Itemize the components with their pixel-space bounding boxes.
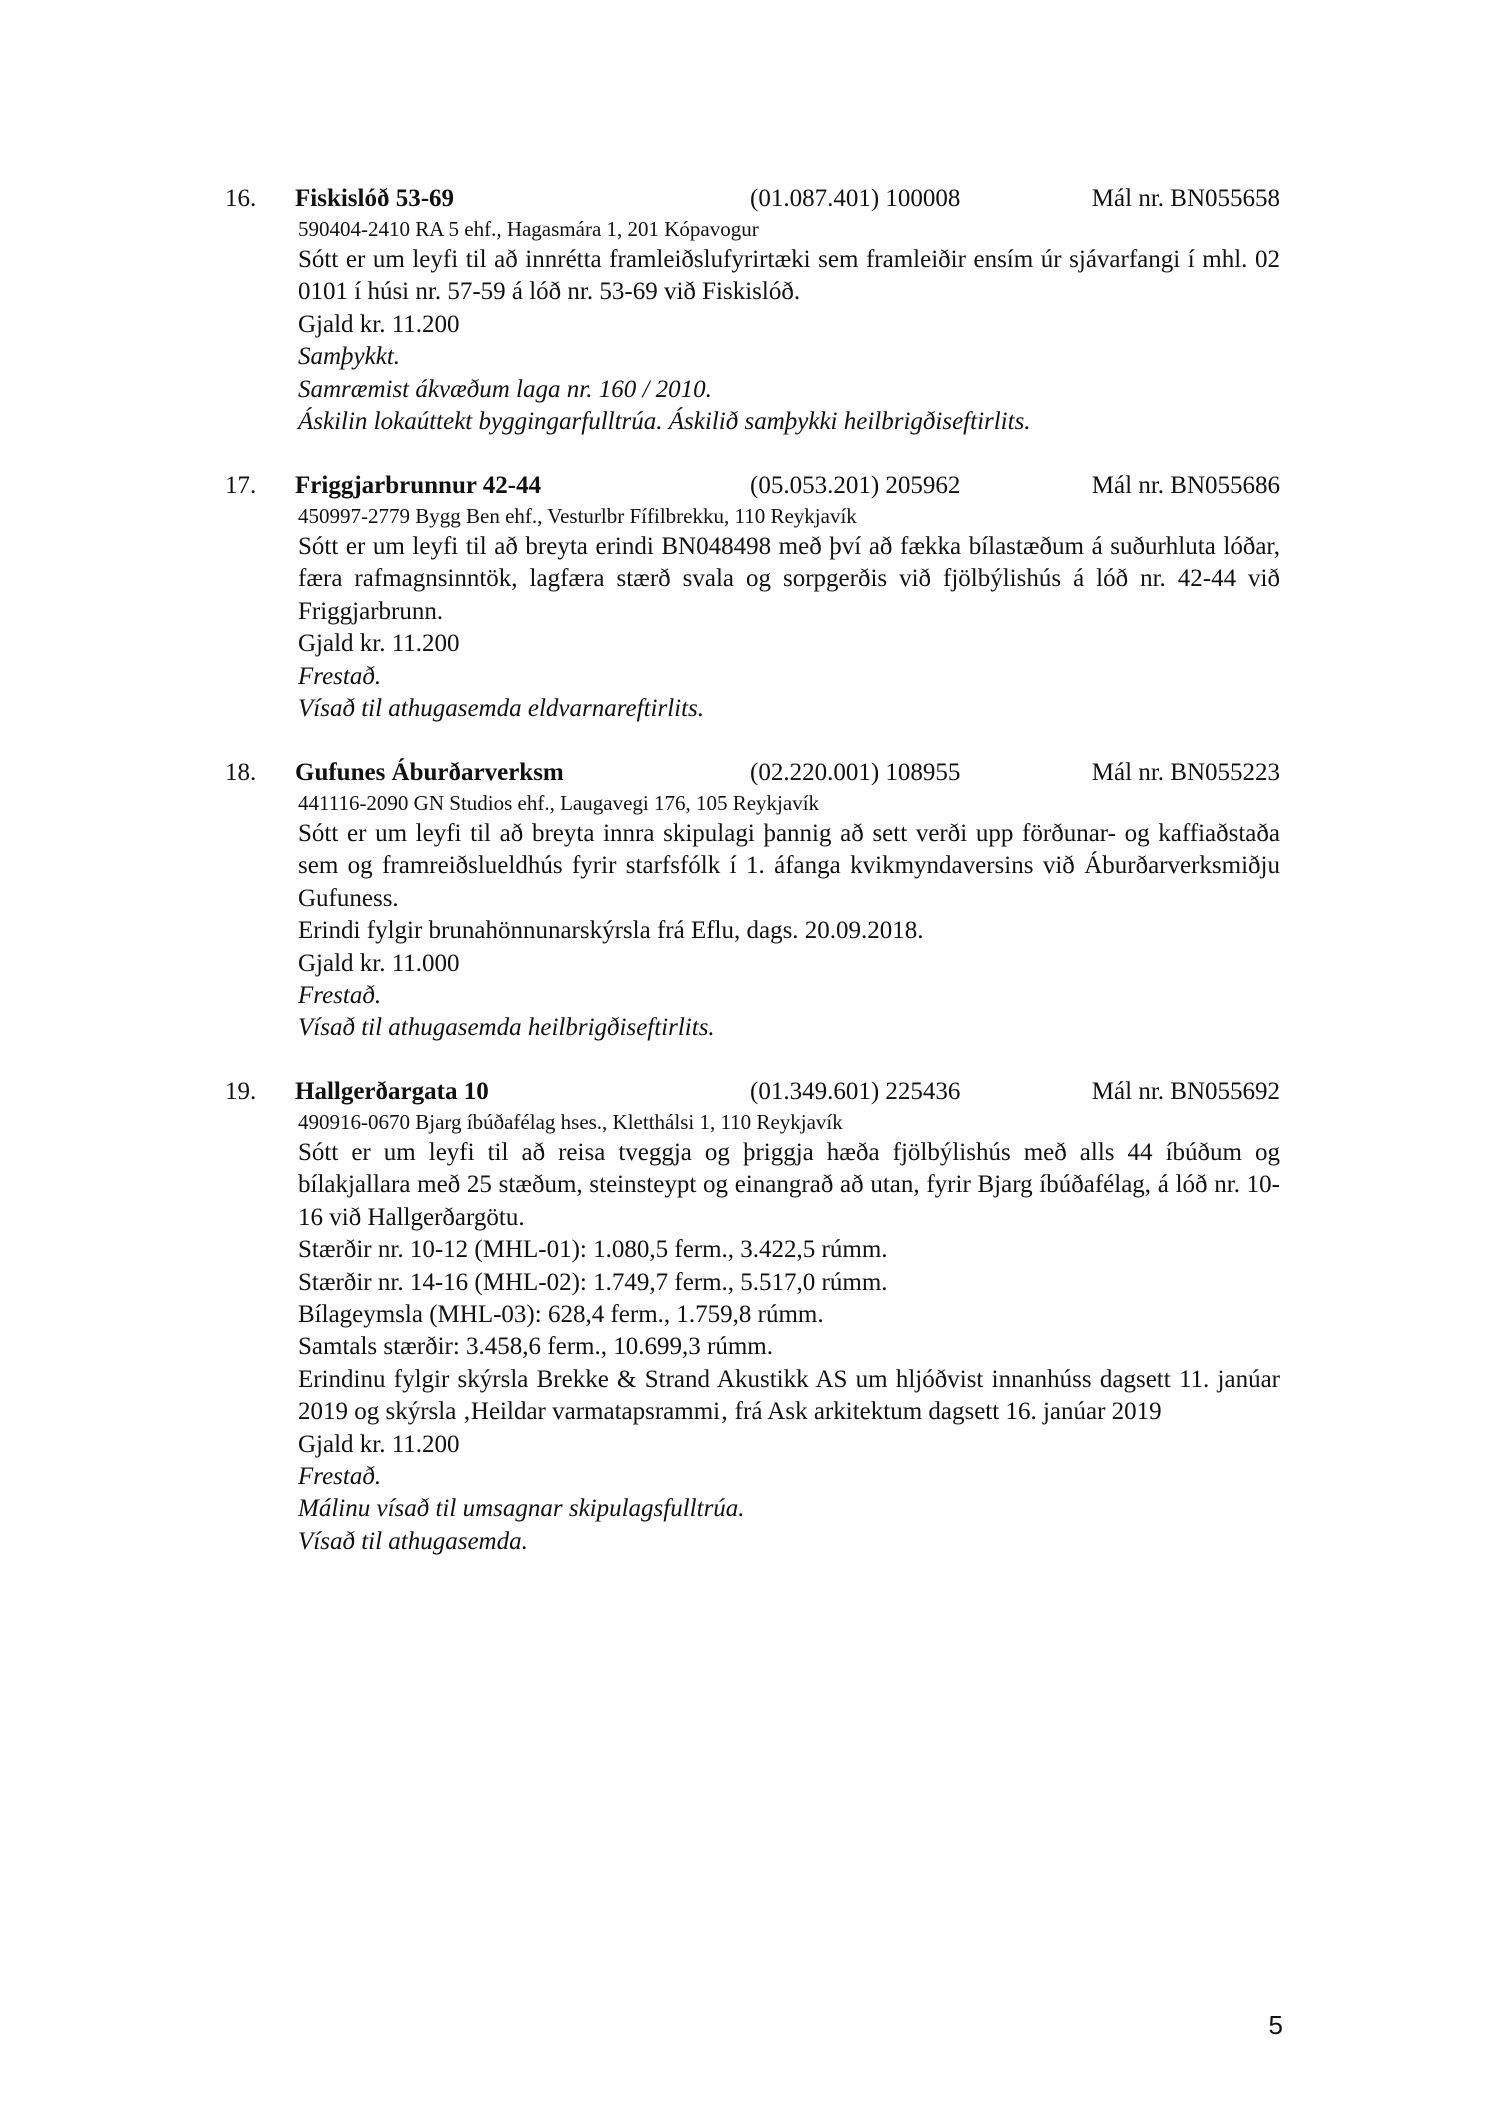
case-header bbox=[225, 1075, 1280, 1109]
decision-note: Vísað til athugasemda. bbox=[298, 1527, 528, 1555]
page-number: 5 bbox=[1268, 2010, 1283, 2040]
size-detail: Bílageymsla (MHL-03): 628,4 ferm., 1.759,8 rúmm. bbox=[298, 1301, 824, 1329]
land-id: (01.349.601) 225436 bbox=[750, 1078, 961, 1105]
fee: Gjald kr. 11.000 bbox=[298, 949, 460, 977]
applicant: 450997-2779 Bygg Ben ehf., Vesturlbr Fífilbrekku, 110 Reykjavík bbox=[298, 504, 857, 528]
size-total: Samtals stærðir: 3.458,6 ferm., 10.699,3 rúmm. bbox=[298, 1333, 773, 1361]
description: Sótt er um leyfi til að breyta innra skipulagi þannig að sett verði upp förðunar- og kaffiaðstaða sem og framreiðslueldhús fyrir starfsfólk í 1. áfanga kvikmyndaversins við Áburðarverksmiðju Gufuness. bbox=[298, 820, 1280, 912]
description: Sótt er um leyfi til að innrétta framleiðslufyrirtæki sem framleiðir ensím úr sjávarfangi í mhl. 02 0101 í húsi nr. 57-59 á lóð nr. 53-69 við Fiskislóð. bbox=[298, 246, 1280, 306]
decision: Samþykkt. bbox=[298, 343, 401, 371]
case-reference: Mál nr. BN055692 bbox=[1091, 1078, 1280, 1105]
attachment-note: Erindinu fylgir skýrsla Brekke & Strand Akustikk AS um hljóðvist innanhúss dagsett 11. janúar 2019 og skýrsla ‚Heildar varmatapsrammi‚ frá Ask arkitektum dagsett 16. janúar 2019 bbox=[298, 1365, 1280, 1426]
decision: Frestað. bbox=[298, 1463, 382, 1491]
case-header bbox=[225, 756, 1280, 790]
decision-note: Vísað til athugasemda eldvarnareftirlits. bbox=[298, 695, 705, 723]
land-id: (02.220.001) 108955 bbox=[750, 759, 961, 786]
case-19 bbox=[225, 1075, 1280, 1558]
case-address: Fiskislóð 53-69 bbox=[295, 185, 455, 212]
decision-note: Vísað til athugasemda heilbrigðiseftirlits. bbox=[298, 1014, 715, 1042]
case-address: Hallgerðargata 10 bbox=[295, 1078, 489, 1105]
fee: Gjald kr. 11.200 bbox=[298, 1430, 460, 1458]
size-detail: Stærðir nr. 10-12 (MHL-01): 1.080,5 ferm., 3.422,5 rúmm. bbox=[298, 1236, 888, 1264]
attachment-note: Erindi fylgir brunahönnunarskýrsla frá Eflu, dags. 20.09.2018. bbox=[298, 917, 924, 945]
case-18 bbox=[225, 756, 1280, 1045]
applicant: 441116-2090 GN Studios ehf., Laugavegi 176, 105 Reykjavík bbox=[298, 791, 820, 815]
land-id: (01.087.401) 100008 bbox=[750, 185, 961, 212]
case-reference: Mál nr. BN055686 bbox=[1091, 472, 1280, 499]
case-number: 19. bbox=[225, 1078, 257, 1105]
decision-note: Samræmist ákvæðum laga nr. 160 / 2010. bbox=[298, 375, 712, 403]
case-16 bbox=[225, 182, 1280, 438]
fee: Gjald kr. 11.200 bbox=[298, 630, 460, 658]
case-number: 17. bbox=[225, 472, 257, 499]
case-address: Friggjarbrunnur 42-44 bbox=[295, 472, 542, 499]
description: Sótt er um leyfi til að breyta erindi BN048498 með því að fækka bílastæðum á suðurhluta lóðar, færa rafmagnsinntök, lagfæra stærð svala og sorpgerðis við fjölbýlishús á lóð nr. 42-44 við Friggjarbrunn. bbox=[298, 533, 1280, 625]
description: Sótt er um leyfi til að reisa tveggja og þriggja hæða fjölbýlishús með alls 44 íbúðum og bílakjallara með 25 stæðum, steinsteypt og einangrað að utan, fyrir Bjarg íbúðafélag, á lóð nr. 10-16 við Hallgerðargötu. bbox=[298, 1139, 1280, 1231]
case-17 bbox=[225, 469, 1280, 725]
case-reference: Mál nr. BN055658 bbox=[1091, 185, 1280, 212]
applicant: 590404-2410 RA 5 ehf., Hagasmára 1, 201 Kópavogur bbox=[298, 217, 759, 241]
case-reference: Mál nr. BN055223 bbox=[1091, 759, 1280, 786]
decision: Frestað. bbox=[298, 982, 382, 1010]
case-address: Gufunes Áburðarverksm bbox=[295, 759, 564, 786]
case-number: 16. bbox=[225, 185, 257, 212]
fee: Gjald kr. 11.200 bbox=[298, 310, 460, 338]
size-detail: Stærðir nr. 14-16 (MHL-02): 1.749,7 ferm., 5.517,0 rúmm. bbox=[298, 1268, 888, 1296]
decision-note: Málinu vísað til umsagnar skipulagsfulltrúa. bbox=[298, 1495, 745, 1523]
land-id: (05.053.201) 205962 bbox=[750, 472, 961, 499]
applicant: 490916-0670 Bjarg íbúðafélag hses., Kletthálsi 1, 110 Reykjavík bbox=[298, 1110, 843, 1134]
case-header bbox=[225, 469, 1280, 503]
decision: Frestað. bbox=[298, 662, 382, 690]
decision-note: Áskilin lokaúttekt byggingarfulltrúa. Áskilið samþykki heilbrigðiseftirlits. bbox=[298, 408, 1031, 436]
case-header bbox=[225, 182, 1280, 216]
case-number: 18. bbox=[225, 759, 257, 786]
